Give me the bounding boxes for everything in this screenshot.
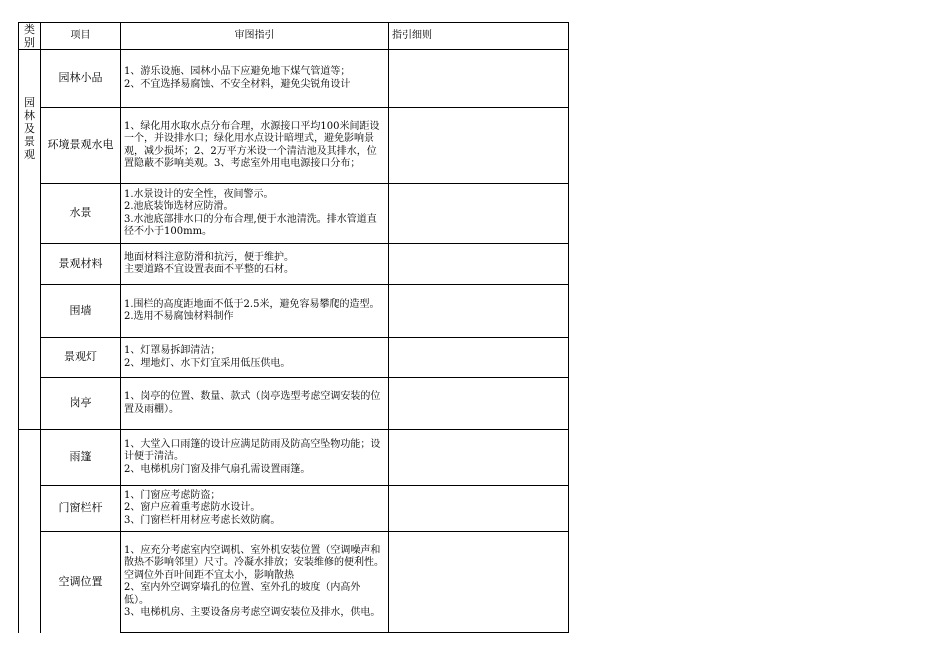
- detail-cell[interactable]: [389, 378, 569, 430]
- detail-cell[interactable]: [389, 338, 569, 378]
- guideline-cell[interactable]: 1、游乐设施、园林小品下应避免地下煤气管道等； 2、不宜选择易腐蚀、不安全材料，避免尖锐角设计: [121, 50, 389, 108]
- header-item[interactable]: 项目: [41, 23, 121, 50]
- detail-cell[interactable]: [389, 532, 569, 633]
- item-cell[interactable]: 门窗栏杆: [41, 486, 121, 532]
- item-cell[interactable]: 水景: [41, 184, 121, 244]
- detail-cell[interactable]: [389, 108, 569, 184]
- table-row: [19, 184, 569, 244]
- guideline-cell[interactable]: 地面材料注意防滑和抗污，便于维护。 主要道路不宜设置表面不平整的石材。: [121, 244, 389, 285]
- detail-cell[interactable]: [389, 50, 569, 108]
- table-row: [19, 430, 569, 486]
- header-category[interactable]: 类别: [19, 23, 41, 50]
- table-row: [19, 244, 569, 285]
- guideline-cell[interactable]: 1.围栏的高度距地面不低于2.5米，避免容易攀爬的造型。 2.选用不易腐蚀材料制作: [121, 285, 389, 338]
- item-cell[interactable]: 园林小品: [41, 50, 121, 108]
- table-row: [19, 338, 569, 378]
- item-cell[interactable]: 岗亭: [41, 378, 121, 430]
- item-cell[interactable]: 环境景观水电: [41, 108, 121, 184]
- table-row: [19, 486, 569, 532]
- category-cell[interactable]: 园林及景观: [19, 50, 41, 430]
- review-table: [18, 22, 569, 633]
- guideline-cell[interactable]: 1、绿化用水取水点分布合理，水源接口平均100米间距设一个，并设排水口；绿化用水点设计暗埋式，避免影响景观，减少损坏；2、2万平方米设一个清洁池及其排水，位置隐蔽不影响美观。3、考虑室外用电电源接口分布；: [121, 108, 389, 184]
- guideline-cell[interactable]: 1、门窗应考虑防盗； 2、窗户应着重考虑防水设计。 3、门窗栏杆用材应考虑长效防腐。: [121, 486, 389, 532]
- category-cell[interactable]: [19, 430, 41, 633]
- detail-cell[interactable]: [389, 285, 569, 338]
- item-cell[interactable]: 围墙: [41, 285, 121, 338]
- guideline-cell[interactable]: 1、灯罩易拆卸清洁； 2、埋地灯、水下灯宜采用低压供电。: [121, 338, 389, 378]
- guideline-cell[interactable]: 1、大堂入口雨篷的设计应满足防雨及防高空坠物功能；设计便于清洁。 2、电梯机房门窗及排气扇孔需设置雨篷。: [121, 430, 389, 486]
- detail-cell[interactable]: [389, 184, 569, 244]
- item-cell[interactable]: 雨篷: [41, 430, 121, 486]
- spreadsheet: [18, 22, 568, 633]
- detail-cell[interactable]: [389, 486, 569, 532]
- table-row: [19, 50, 569, 108]
- item-cell[interactable]: 景观灯: [41, 338, 121, 378]
- table-row: [19, 108, 569, 184]
- item-cell[interactable]: 景观材料: [41, 244, 121, 285]
- table-row: [19, 532, 569, 633]
- guideline-cell[interactable]: 1、岗亭的位置、数量、款式（岗亭选型考虑空调安装的位置及雨棚）。: [121, 378, 389, 430]
- header-detail[interactable]: 指引细则: [389, 23, 569, 50]
- item-cell[interactable]: 空调位置: [41, 532, 121, 633]
- header-row: [19, 23, 569, 50]
- guideline-cell[interactable]: 1、应充分考虑室内空调机、室外机安装位置（空调噪声和散热不影响邻里）尺寸。冷凝水排放；安装维修的便利性。空调位外百叶间距不宜太小，影响散热 2、室内外空调穿墙孔的位置、室外孔的坡度（内高外低）。 3、电梯机房、主要设备房考虑空调安装位及排水，供电。: [121, 532, 389, 633]
- table-row: [19, 285, 569, 338]
- table-row: [19, 378, 569, 430]
- detail-cell[interactable]: [389, 244, 569, 285]
- detail-cell[interactable]: [389, 430, 569, 486]
- header-guideline[interactable]: 审图指引: [121, 23, 389, 50]
- guideline-cell[interactable]: 1.水景设计的安全性，夜间警示。 2.池底装饰选材应防滑。 3.水池底部排水口的分布合理,便于水池清洗。排水管道直径不小于100mm。: [121, 184, 389, 244]
